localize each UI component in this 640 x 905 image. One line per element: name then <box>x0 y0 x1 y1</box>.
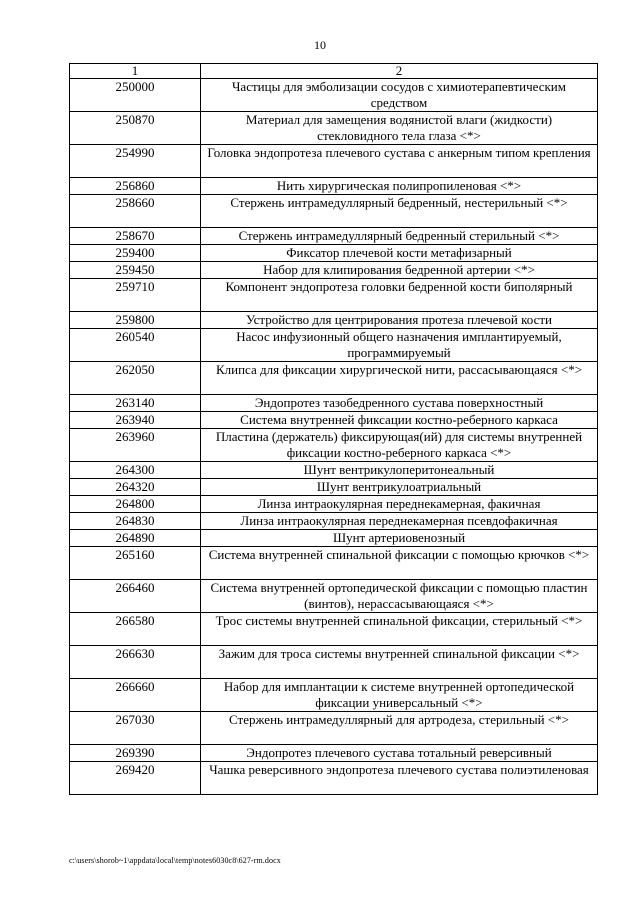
page-number: 10 <box>314 38 326 52</box>
table-row <box>70 513 598 530</box>
table-row <box>70 195 598 228</box>
device-code-cell: 250870 <box>70 112 201 145</box>
device-code-cell: 264320 <box>70 479 201 496</box>
device-name-cell: Насос инфузионный общего назначения имплантируемый, программируемый <box>201 329 598 362</box>
table-row <box>70 178 598 195</box>
device-code-cell: 250000 <box>70 79 201 112</box>
table-row <box>70 479 598 496</box>
device-name-cell: Устройство для центрирования протеза плечевой кости <box>201 312 598 329</box>
device-name-cell: Стержень интрамедуллярный бедренный стерильный <*> <box>201 228 598 245</box>
device-name-cell: Шунт вентрикулоперитонеальный <box>201 462 598 479</box>
device-name-cell: Трос системы внутренней спинальной фиксации, стерильный <*> <box>201 613 598 646</box>
table-row <box>70 745 598 762</box>
device-code-cell: 259800 <box>70 312 201 329</box>
table-row <box>70 395 598 412</box>
device-name-cell: Частицы для эмболизации сосудов с химиотерапевтическим средством <box>201 79 598 112</box>
table-row <box>70 112 598 145</box>
device-code-cell: 263960 <box>70 429 201 462</box>
device-code-cell: 264830 <box>70 513 201 530</box>
device-name-cell: Пластина (держатель) фиксирующая(ий) для системы внутренней фиксации костно-реберного каркаса <*> <box>201 429 598 462</box>
table-row <box>70 429 598 462</box>
device-code-cell: 263140 <box>70 395 201 412</box>
device-name-cell: Стержень интрамедуллярный бедренный, нестерильный <*> <box>201 195 598 228</box>
device-code-cell: 264300 <box>70 462 201 479</box>
device-code-cell: 264890 <box>70 530 201 547</box>
device-name-cell: Набор для имплантации к системе внутренней ортопедической фиксации универсальный <*> <box>201 679 598 712</box>
device-name-cell: Головка эндопротеза плечевого сустава с анкерным типом крепления <box>201 145 598 178</box>
device-name-cell: Система внутренней фиксации костно-реберного каркаса <box>201 412 598 429</box>
table-row <box>70 613 598 646</box>
table-row <box>70 329 598 362</box>
device-name-cell: Набор для клипирования бедренной артерии <*> <box>201 262 598 279</box>
table-row <box>70 245 598 262</box>
device-code-cell: 266580 <box>70 613 201 646</box>
table-row <box>70 228 598 245</box>
device-code-cell: 260540 <box>70 329 201 362</box>
device-code-cell: 259400 <box>70 245 201 262</box>
table-row <box>70 412 598 429</box>
table-row <box>70 462 598 479</box>
device-code-cell: 258660 <box>70 195 201 228</box>
table-row <box>70 496 598 513</box>
device-code-cell: 256860 <box>70 178 201 195</box>
device-name-cell: Стержень интрамедуллярный для артродеза, стерильный <*> <box>201 712 598 745</box>
table-body <box>70 64 598 795</box>
device-code-cell: 259710 <box>70 279 201 312</box>
table-row <box>70 580 598 613</box>
device-name-cell: Эндопротез тазобедренного сустава поверхностный <box>201 395 598 412</box>
device-name-cell: Эндопротез плечевого сустава тотальный реверсивный <box>201 745 598 762</box>
device-code-cell: 259450 <box>70 262 201 279</box>
device-name-cell: Фиксатор плечевой кости метафизарный <box>201 245 598 262</box>
device-code-cell: 266630 <box>70 646 201 679</box>
table-row <box>70 79 598 112</box>
table-row <box>70 145 598 178</box>
device-code-cell: 269390 <box>70 745 201 762</box>
device-code-cell: 254990 <box>70 145 201 178</box>
device-name-cell: Система внутренней ортопедической фиксации с помощью пластин (винтов), нерассасывающаяся <*> <box>201 580 598 613</box>
device-code-cell: 264800 <box>70 496 201 513</box>
table-row <box>70 712 598 745</box>
device-code-cell: 266460 <box>70 580 201 613</box>
device-name-cell: Материал для замещения водянистой влаги (жидкости) стекловидного тела глаза <*> <box>201 112 598 145</box>
document-file-path: c:\users\shorob~1\appdata\local\temp\notes6030c8\627-rm.docx <box>69 856 281 865</box>
device-code-cell: 265160 <box>70 547 201 580</box>
device-name-cell: Шунт артериовенозный <box>201 530 598 547</box>
table-row <box>70 362 598 395</box>
table-row <box>70 530 598 547</box>
device-name-cell: Зажим для троса системы внутренней спинальной фиксации <*> <box>201 646 598 679</box>
device-code-cell: 263940 <box>70 412 201 429</box>
device-name-cell: Компонент эндопротеза головки бедренной кости биполярный <box>201 279 598 312</box>
column-header-code: 1 <box>70 64 201 79</box>
device-code-cell: 258670 <box>70 228 201 245</box>
table-header-row <box>70 64 598 79</box>
device-name-cell: Линза интраокулярная переднекамерная псевдофакичная <box>201 513 598 530</box>
table-row <box>70 762 598 795</box>
table-row <box>70 279 598 312</box>
device-name-cell: Линза интраокулярная переднекамерная, факичная <box>201 496 598 513</box>
device-name-cell: Клипса для фиксации хирургической нити, рассасывающаяся <*> <box>201 362 598 395</box>
device-code-cell: 262050 <box>70 362 201 395</box>
device-name-cell: Чашка реверсивного эндопротеза плечевого сустава полиэтиленовая <box>201 762 598 795</box>
table-row <box>70 679 598 712</box>
table-row <box>70 547 598 580</box>
devices-table <box>69 63 598 795</box>
column-header-name: 2 <box>201 64 598 79</box>
device-name-cell: Шунт вентрикулоатриальный <box>201 479 598 496</box>
device-code-cell: 266660 <box>70 679 201 712</box>
table-row <box>70 646 598 679</box>
table-row <box>70 262 598 279</box>
device-code-cell: 267030 <box>70 712 201 745</box>
device-code-cell: 269420 <box>70 762 201 795</box>
table-row <box>70 312 598 329</box>
device-name-cell: Нить хирургическая полипропиленовая <*> <box>201 178 598 195</box>
device-name-cell: Система внутренней спинальной фиксации с помощью крючков <*> <box>201 547 598 580</box>
